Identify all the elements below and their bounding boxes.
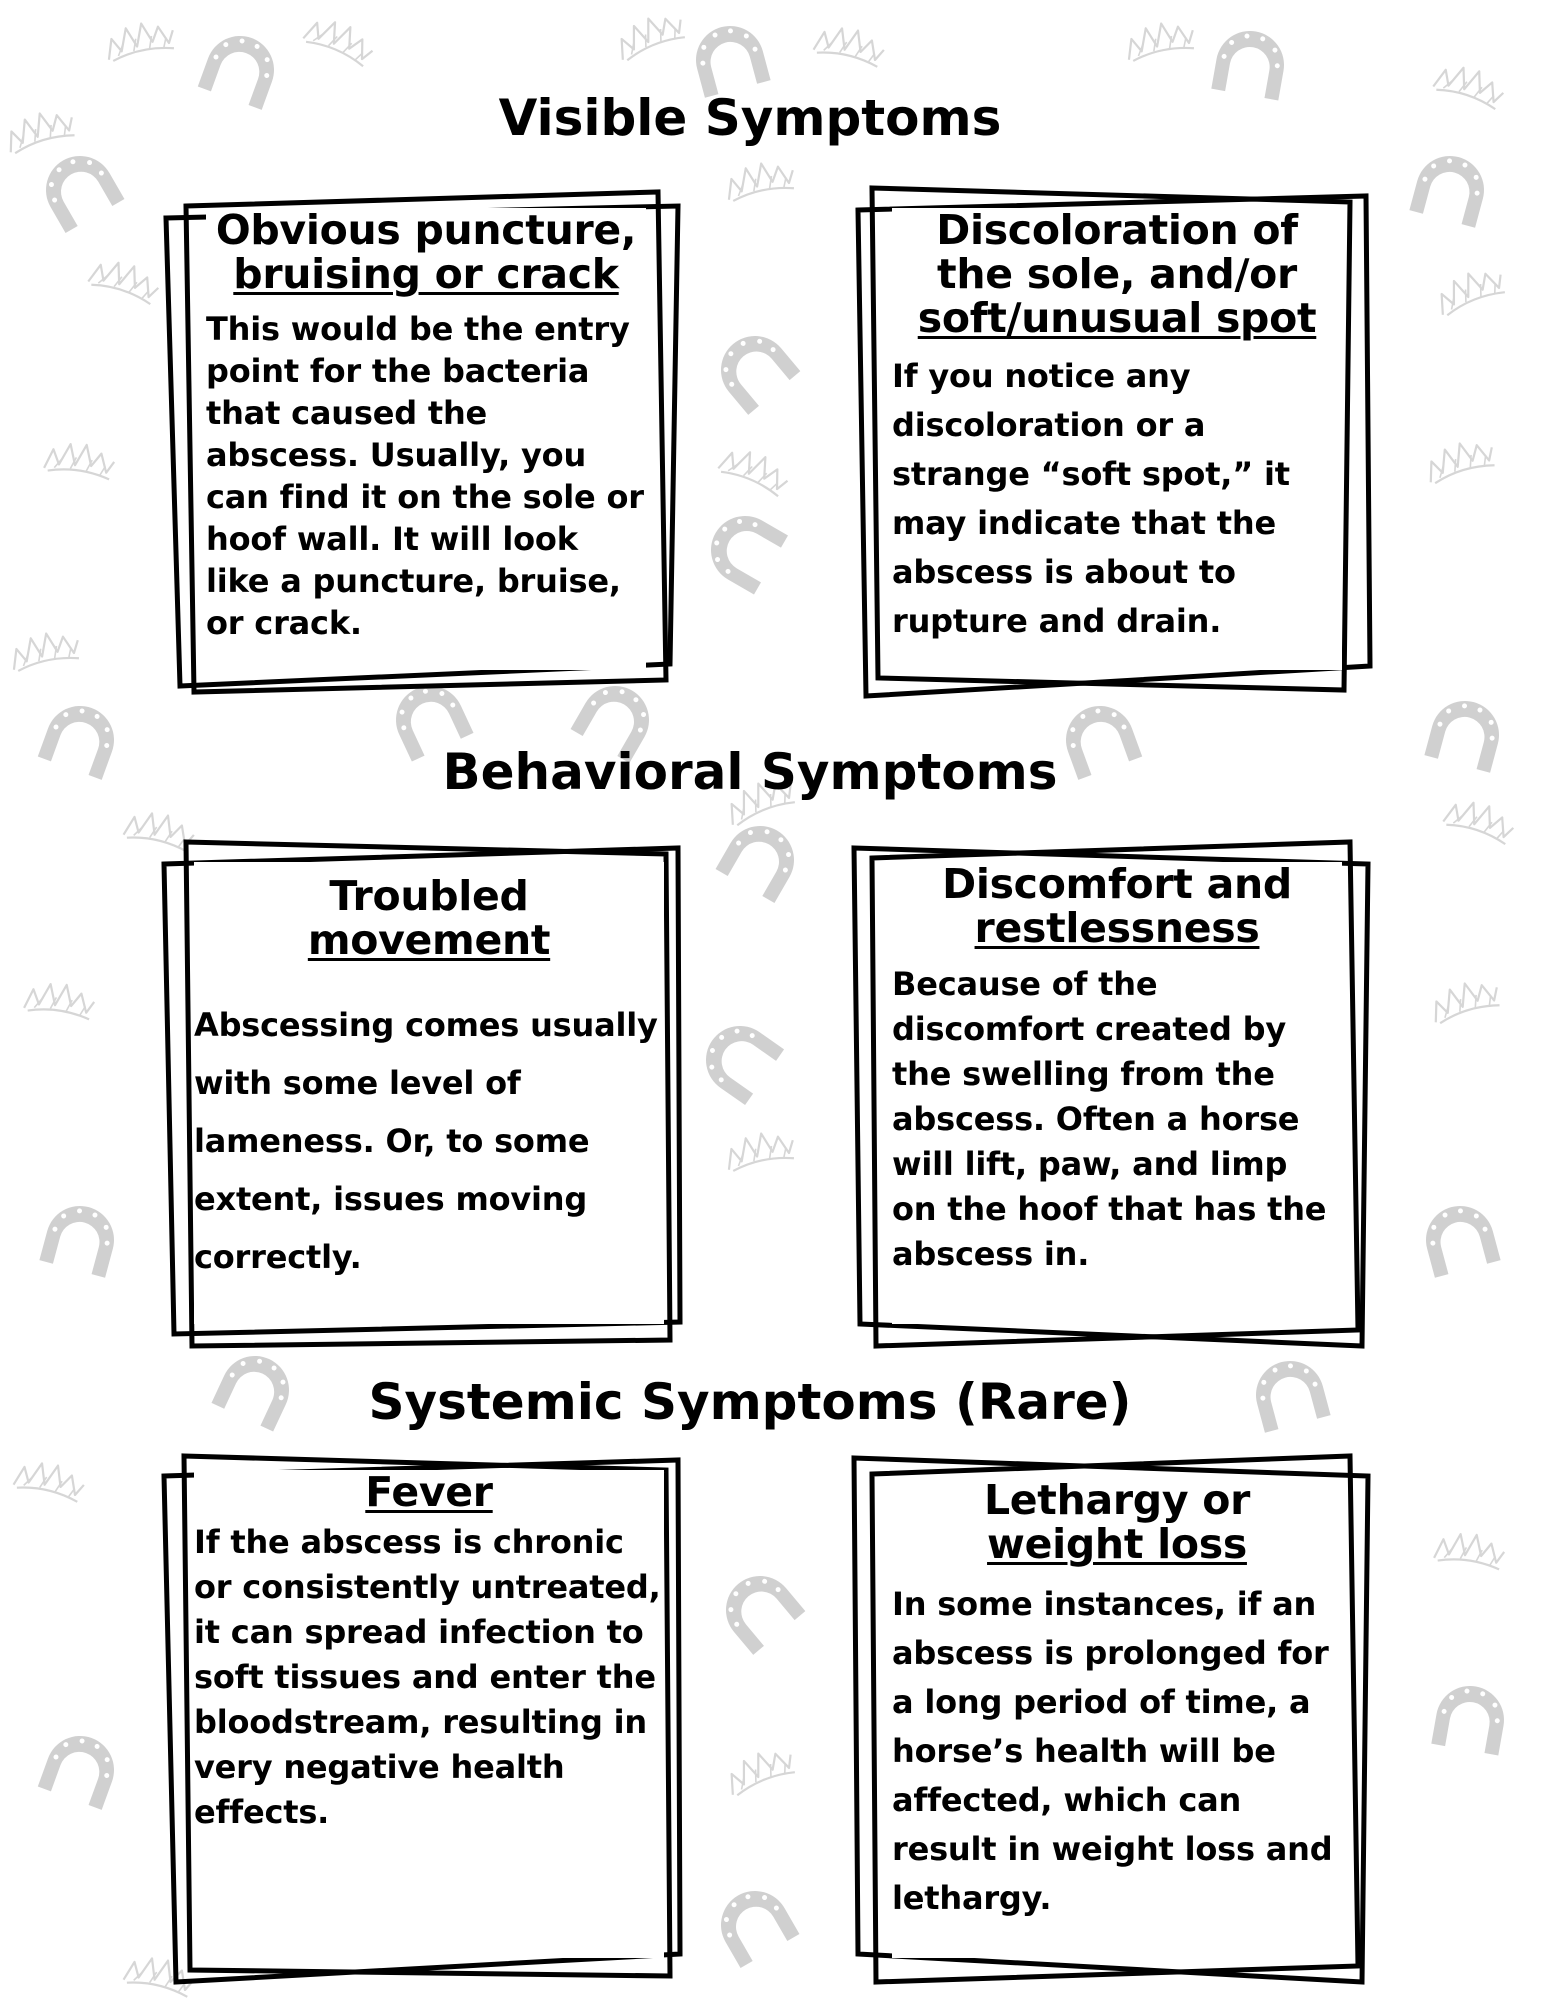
card-title <box>194 874 664 962</box>
card-body: Abscessing comes usually with some level of lameness. Or, to some extent, issues moving correctly. <box>194 1006 658 1276</box>
symptom-card-lethargy <box>848 1448 1378 1988</box>
symptom-card-discoloration <box>848 180 1378 700</box>
card-body: If the abscess is chronic or consistently untreated, it can spread infection to soft tissues and enter the bloodstream, resulting in very negative health effects. <box>194 1523 661 1831</box>
card-body: This would be the entry point for the bacteria that caused the abscess. Usually, you can find it on the sole or hoof wall. It will look like a puncture, bruise, or crack. <box>206 310 644 642</box>
card-title-underlined: movement <box>307 916 551 964</box>
section-title-systemic: Systemic Symptoms (Rare) <box>368 1373 1132 1431</box>
symptom-card-troubled-movement <box>158 834 688 1354</box>
symptom-card-discomfort <box>848 834 1378 1354</box>
symptom-card-fever <box>158 1448 688 1988</box>
card-title-underlined: soft/unusual spot <box>917 294 1317 342</box>
section-title-visible: Visible Symptoms <box>498 89 1002 147</box>
card-title-underlined: Fever <box>365 1468 493 1516</box>
card-title <box>194 1470 664 1514</box>
card-title-underlined: weight loss <box>987 1520 1247 1568</box>
card-body: In some instances, if an abscess is prolonged for a long period of time, a horse’s health will be affected, which can result in weight loss and lethargy. <box>892 1585 1333 1917</box>
card-title-line: Discoloration of the sole, and/or <box>936 206 1298 298</box>
section-title-behavioral: Behavioral Symptoms <box>442 743 1058 801</box>
symptom-card-puncture <box>158 180 688 700</box>
card-title-underlined: restlessness <box>974 904 1260 952</box>
card-title-line: Troubled <box>329 872 529 920</box>
card-body: Because of the discomfort created by the swelling from the abscess. Often a horse will lift, paw, and limp on the hoof that has the abscess in. <box>892 965 1327 1273</box>
card-title-line: Lethargy or <box>983 1476 1251 1524</box>
card-title <box>892 862 1342 950</box>
card-body: If you notice any discoloration or a strange “soft spot,” it may indicate that the abscess is about to rupture and drain. <box>892 357 1290 640</box>
card-title-line: Obvious puncture, <box>215 206 637 254</box>
card-title-underlined: bruising or crack <box>233 250 619 298</box>
card-title-line: Discomfort and <box>942 860 1292 908</box>
card-title <box>892 1478 1342 1566</box>
card-title <box>206 208 646 296</box>
card-title <box>892 208 1342 340</box>
